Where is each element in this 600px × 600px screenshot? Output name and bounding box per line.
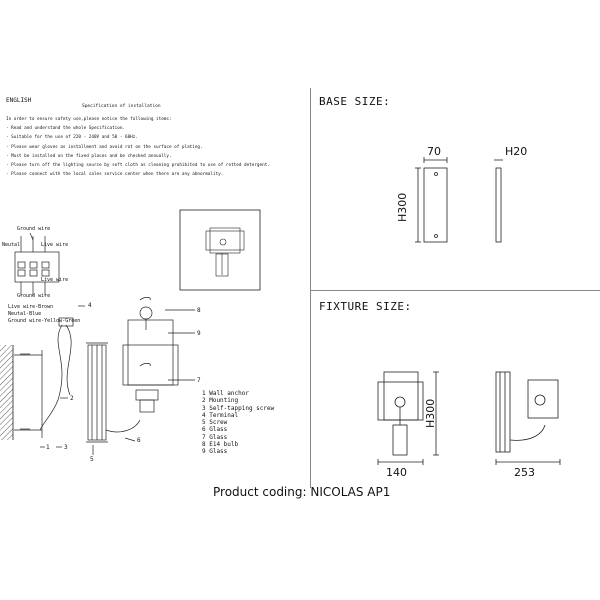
live-wire-bottom-label: Live wire xyxy=(41,277,69,283)
base-depth-dimension: H20 xyxy=(505,145,528,158)
live-wire-top-label: Live wire xyxy=(41,242,69,248)
rule-line: In order to ensure safety use,please notice the following items: xyxy=(6,117,172,122)
legend-item: 6 Glass xyxy=(202,426,228,434)
ground-wire-bottom-label: Ground wire xyxy=(17,293,51,299)
language-label: ENGLISH xyxy=(6,97,32,104)
fixture-depth-dimension: 253 xyxy=(514,466,535,479)
neutral-blue-label: Neutal-Blue xyxy=(8,311,42,317)
callout-2: 2 xyxy=(70,395,74,402)
rule-line: · Suitable for the use of 220 - 240V and 50 - 60Hz. xyxy=(6,135,138,141)
callout-8: 8 xyxy=(197,307,201,314)
rule-line: · Please wear gloves as installment and avoid rot on the surface of plating. xyxy=(6,144,203,150)
legend-item: 7 Glass xyxy=(202,433,228,441)
legend-item: 8 E14 bulb xyxy=(202,441,239,449)
ground-wire-top-label: Ground wire xyxy=(17,226,51,232)
callout-9: 9 xyxy=(197,330,201,337)
preview-fixture xyxy=(206,228,244,276)
callout-5: 5 xyxy=(90,456,94,463)
rule-line: · Read and understand the whole Specification. xyxy=(6,126,125,132)
legend-item: 9 Glass xyxy=(202,448,228,456)
callout-3: 3 xyxy=(64,444,68,451)
legend-item: 2 Mounting xyxy=(202,397,239,405)
base-size-title: BASE SIZE: xyxy=(319,95,391,108)
callout-7: 7 xyxy=(197,377,201,384)
product-coding: Product coding: NICOLAS AP1 xyxy=(213,485,391,499)
callout-4: 4 xyxy=(88,302,92,309)
live-brown-label: Live wire-Brown xyxy=(8,304,54,310)
rule-line: · Please turn off the lighting source by soft cloth as cleaning prohibited to use of rotted detergent. xyxy=(6,163,270,169)
fixture-width-dimension: 140 xyxy=(386,466,407,479)
wall-hatch xyxy=(0,345,13,440)
fixture-side-drawing xyxy=(496,372,560,465)
ground-yellow-label: Ground wire-Yellow-Green xyxy=(8,318,81,324)
fixture-height-dimension: H300 xyxy=(424,398,437,428)
callout-6: 6 xyxy=(137,437,141,444)
fixture-size-title: FIXTURE SIZE: xyxy=(319,300,412,313)
rule-line: · Please connect with the local sales service center when there are any abnormality. xyxy=(6,172,224,178)
base-width-dimension: 70 xyxy=(427,145,441,158)
base-drawing xyxy=(415,157,503,242)
legend-item: 3 Self-tapping screw xyxy=(202,404,275,412)
spec-title: Specification of installation xyxy=(82,104,161,109)
neutral-label: Neutal xyxy=(2,242,21,248)
rule-line: · Must be installed on the fixed places and be checked annually. xyxy=(6,153,172,159)
legend-item: 4 Terminal xyxy=(202,411,239,419)
legend-item: 5 Screw xyxy=(202,419,228,427)
legend-item: 1 Wall anchor xyxy=(202,390,249,397)
parts-legend xyxy=(202,390,274,456)
base-height-dimension: H300 xyxy=(396,192,409,222)
callout-1: 1 xyxy=(46,444,50,451)
